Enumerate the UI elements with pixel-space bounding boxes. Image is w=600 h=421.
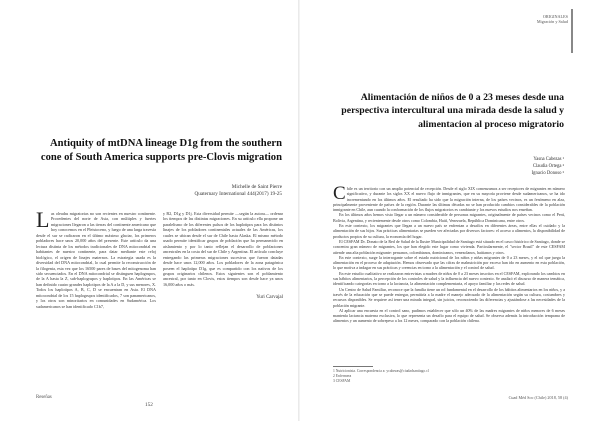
article-paragraph-6: En este estudio cualitativo se realizaron entrevistas a madres de niños de 0 a 23 meses inscritos en el CESFAM, explorando los cambios en sus hábitos alimentarios, la percepción de los controles de salud y la influencia del nuevo contexto. Se analizó el discurso de manera temática, identificando categorías en torno a la lactancia, la alimentación complementaria, el apoyo familiar y las redes de salud. (333, 270, 565, 287)
article-paragraph-5: En este contexto, surge la interrogante sobre el estado nutricional de los niños y niñas migrantes de 0 a 23 meses, y el rol que juega la alimentación en el proceso de adaptación. Hemos observado que las cifras de malnutrición por exceso han ido en aumento en esta población, lo que motiva a indagar en sus prácticas y creencias en torno a la alimentación y el control de salud. (333, 254, 565, 271)
footnotes (333, 369, 533, 384)
article-paragraph-8: Al aplicar una encuesta en el control sano, pudimos establecer que sólo un 40% de las madres migrantes de niños menores de 6 meses mantenía lactancia materna exclusiva, lo que representa un desafío para el equipo de salud. Se observa además la introducción temprana de alimentos y un aumento de sobrepeso a los 12 meses, comparado con la población chilena. (333, 307, 565, 324)
review-author: Michelle de Saint Pierre (231, 184, 282, 190)
right-page (300, 0, 600, 421)
left-page (0, 0, 298, 421)
article-authors (332, 157, 564, 177)
section-header-subtitle: Migración y Salud (536, 19, 568, 25)
author-3: Ignacio Donoso ³ (531, 170, 564, 176)
footnote-1: 1 Nutricionista. Correspondencia a: ycabezas@ciudadsantiago.cl (333, 369, 429, 373)
footnote-2: 2 Enfermera (333, 374, 352, 378)
author-1: Yasna Cabezas ¹ (533, 157, 564, 162)
review-text-1: as oleadas migratorias no son recientes en nuestro continente. Procedentes del norte de Asia, con múltiples y fuertes migraciones llegaron a las tierras del continente americano que hoy conocemos en el Pleistoceno, y luego de una larga travesía desde el sur se radicaron en el último máximo glaciar, los primeros pobladores hace unos 20,000 años del presente. Este artículo da una lectura distinta de los métodos tradicionales de DNA mitocondrial en habitantes de nuestro continente, para datar mediante este reloj biológico, el origen de linajes maternos. La estrategia usada es la diversidad del DNA mitocondrial, lo cual permite la reconstrucción de la filogenia, esta vez que los 16500 pares de bases del mitogenoma han sido secuenciados. En el DNA mitocondrial se distinguen haplogrupos, de la A hasta la Z, sub-haplogrupos y haplotipos. En las Américas se han definido cuatro grandes haplotipos de la A a la D, y sus menores, X. Todos los haplotipos A, B, C, D se encuentran en Asia. El DNA mitocondrial de los 15 haplogrupos identificados, 7 son panamericanos, y los otros son minoritarios en comunidades en Sudamérica. Los sudamericanos se han identificado C1b7, (36, 211, 156, 309)
article-paragraph-7: Un Centro de Salud Familiar, reconoce que la familia tiene un rol fundamental en el desarrollo de los hábitos alimentarios en los niños, y a través de la educación que se puede entregar, permitiría a la madre el manejo adecuado de la alimentación según su cultura, costumbres y recursos disponibles. Se requiere así tener una mirada integral, sin juicios, reconociendo las diferencias y ajustándose a las necesidades de la población migrante. (333, 286, 565, 308)
footnote-3: 3 CESFAM (333, 379, 351, 383)
article-paragraph-1 (333, 183, 565, 213)
footer-section-name: Reseñas (36, 395, 52, 400)
review-byline (34, 184, 282, 197)
article-body (333, 183, 565, 324)
journal-footer: Cuad Méd Soc (Chile) 2018, 58 (4) (508, 395, 568, 400)
page-number: 152 (145, 402, 153, 408)
drop-cap: L (36, 207, 50, 232)
section-header-title: ORIGINALES (542, 14, 568, 19)
author-2: Claudia Ortega ² (532, 163, 564, 169)
drop-cap: C (333, 183, 346, 204)
article-paragraph-3: En este contexto, los migrantes que llegan a un nuevo país se enfrentan a desafíos en diferentes áreas, entre ellas el cuidado y la alimentación de sus hijos. Sus prácticas alimentarias se pueden ver afectadas por diversos factores: el acceso a alimentos, la disponibilidad de productos propios de su cultura, la economía del hogar. (333, 223, 565, 239)
review-title: Antiquity of mtDNA lineage D1g from the southern cone of South America supports pre-Clovis migration (40, 138, 282, 163)
article-paragraph-4: El CESFAM Dr. Donato de la Red de Salud de la Ilustre Municipalidad de Santiago está situado en el casco histórico de Santiago, donde se concentra gran número de migrantes, los que han elegido este lugar como vivienda. Particularmente, el "sector Brasil" de este CESFAM atiende una alta población migrante: peruanos, colombianos, dominicanos, venezolanos, haitianos y otros. (333, 238, 565, 255)
section-header-bar (571, 9, 573, 53)
section-header (510, 14, 568, 24)
article-title: Alimentación de niños de 0 a 23 meses desde una perspectiva intercultural una mirada desde la salud y alimentacion al proceso migratorio (341, 92, 564, 130)
review-signature: Yuri Carvajal (256, 295, 283, 300)
review-citation: Quaternary International 444(2017) 19-25 (194, 190, 282, 197)
review-text-2: y B2, D1g y D1j. Esta diversidad permite —según la autora— ordenar los tiempos de las distintas migraciones. En su artículo ella propone un paralelismo de los diferentes pulsos de los haplotipos para los distintos linajes de los pobladores continentales actuales de las Américas, los cuales se ubican desde el sur de Chile hasta Alaska. El mismo método usado permite identificar grupos de población que ha permanecido en aislamiento y por lo tanto reflejan el desarrollo de poblaciones ancestrales en la costa del sur de Chile y Argentina. El artículo concluye entregando las primeras migraciones sucesivas que fueron datadas desde hace unos 12,000 años. Los pobladores de la zona patagónica poseen el haplotipo D1g, que es compartido con los nativos de los grupos originarios chilenos. Estos siguientes son el poblamiento ancestral, por tanto en Clovis, estos tiempos son desde hace ya unos 16,000 años o más. (163, 211, 283, 287)
article-paragraph-2: En los últimos años hemos visto llegar a un número considerable de personas migrantes, originalmente de países vecinos como el Perú, Bolivia, Argentina, y recientemente desde otros como Colombia, Haití, Venezuela, República Dominicana, entre otros. (333, 212, 565, 223)
article-text-1: hile es un territorio con un amplio potencial de recepción. Desde el siglo XIX comenzamos a ser receptores de migrantes en número significativo, y durante los siglos XX el nuevo flujo de inmigrantes, que en su mayoría proviene desde sudamericanos, se ha ido incrementando en los últimos años. El resultado ha sido que la migración interna, de los países vecinos, es un fenómeno en alza, principalmente proveniente de países de la región. Durante las últimas décadas no se han producido cambios considerables de la población inmigrante en Chile, aun cuando la conformación de los flujos migratorios es cambiante y los nuevos estudios nos enseñan. (333, 186, 565, 213)
footnote-rule (333, 366, 373, 367)
